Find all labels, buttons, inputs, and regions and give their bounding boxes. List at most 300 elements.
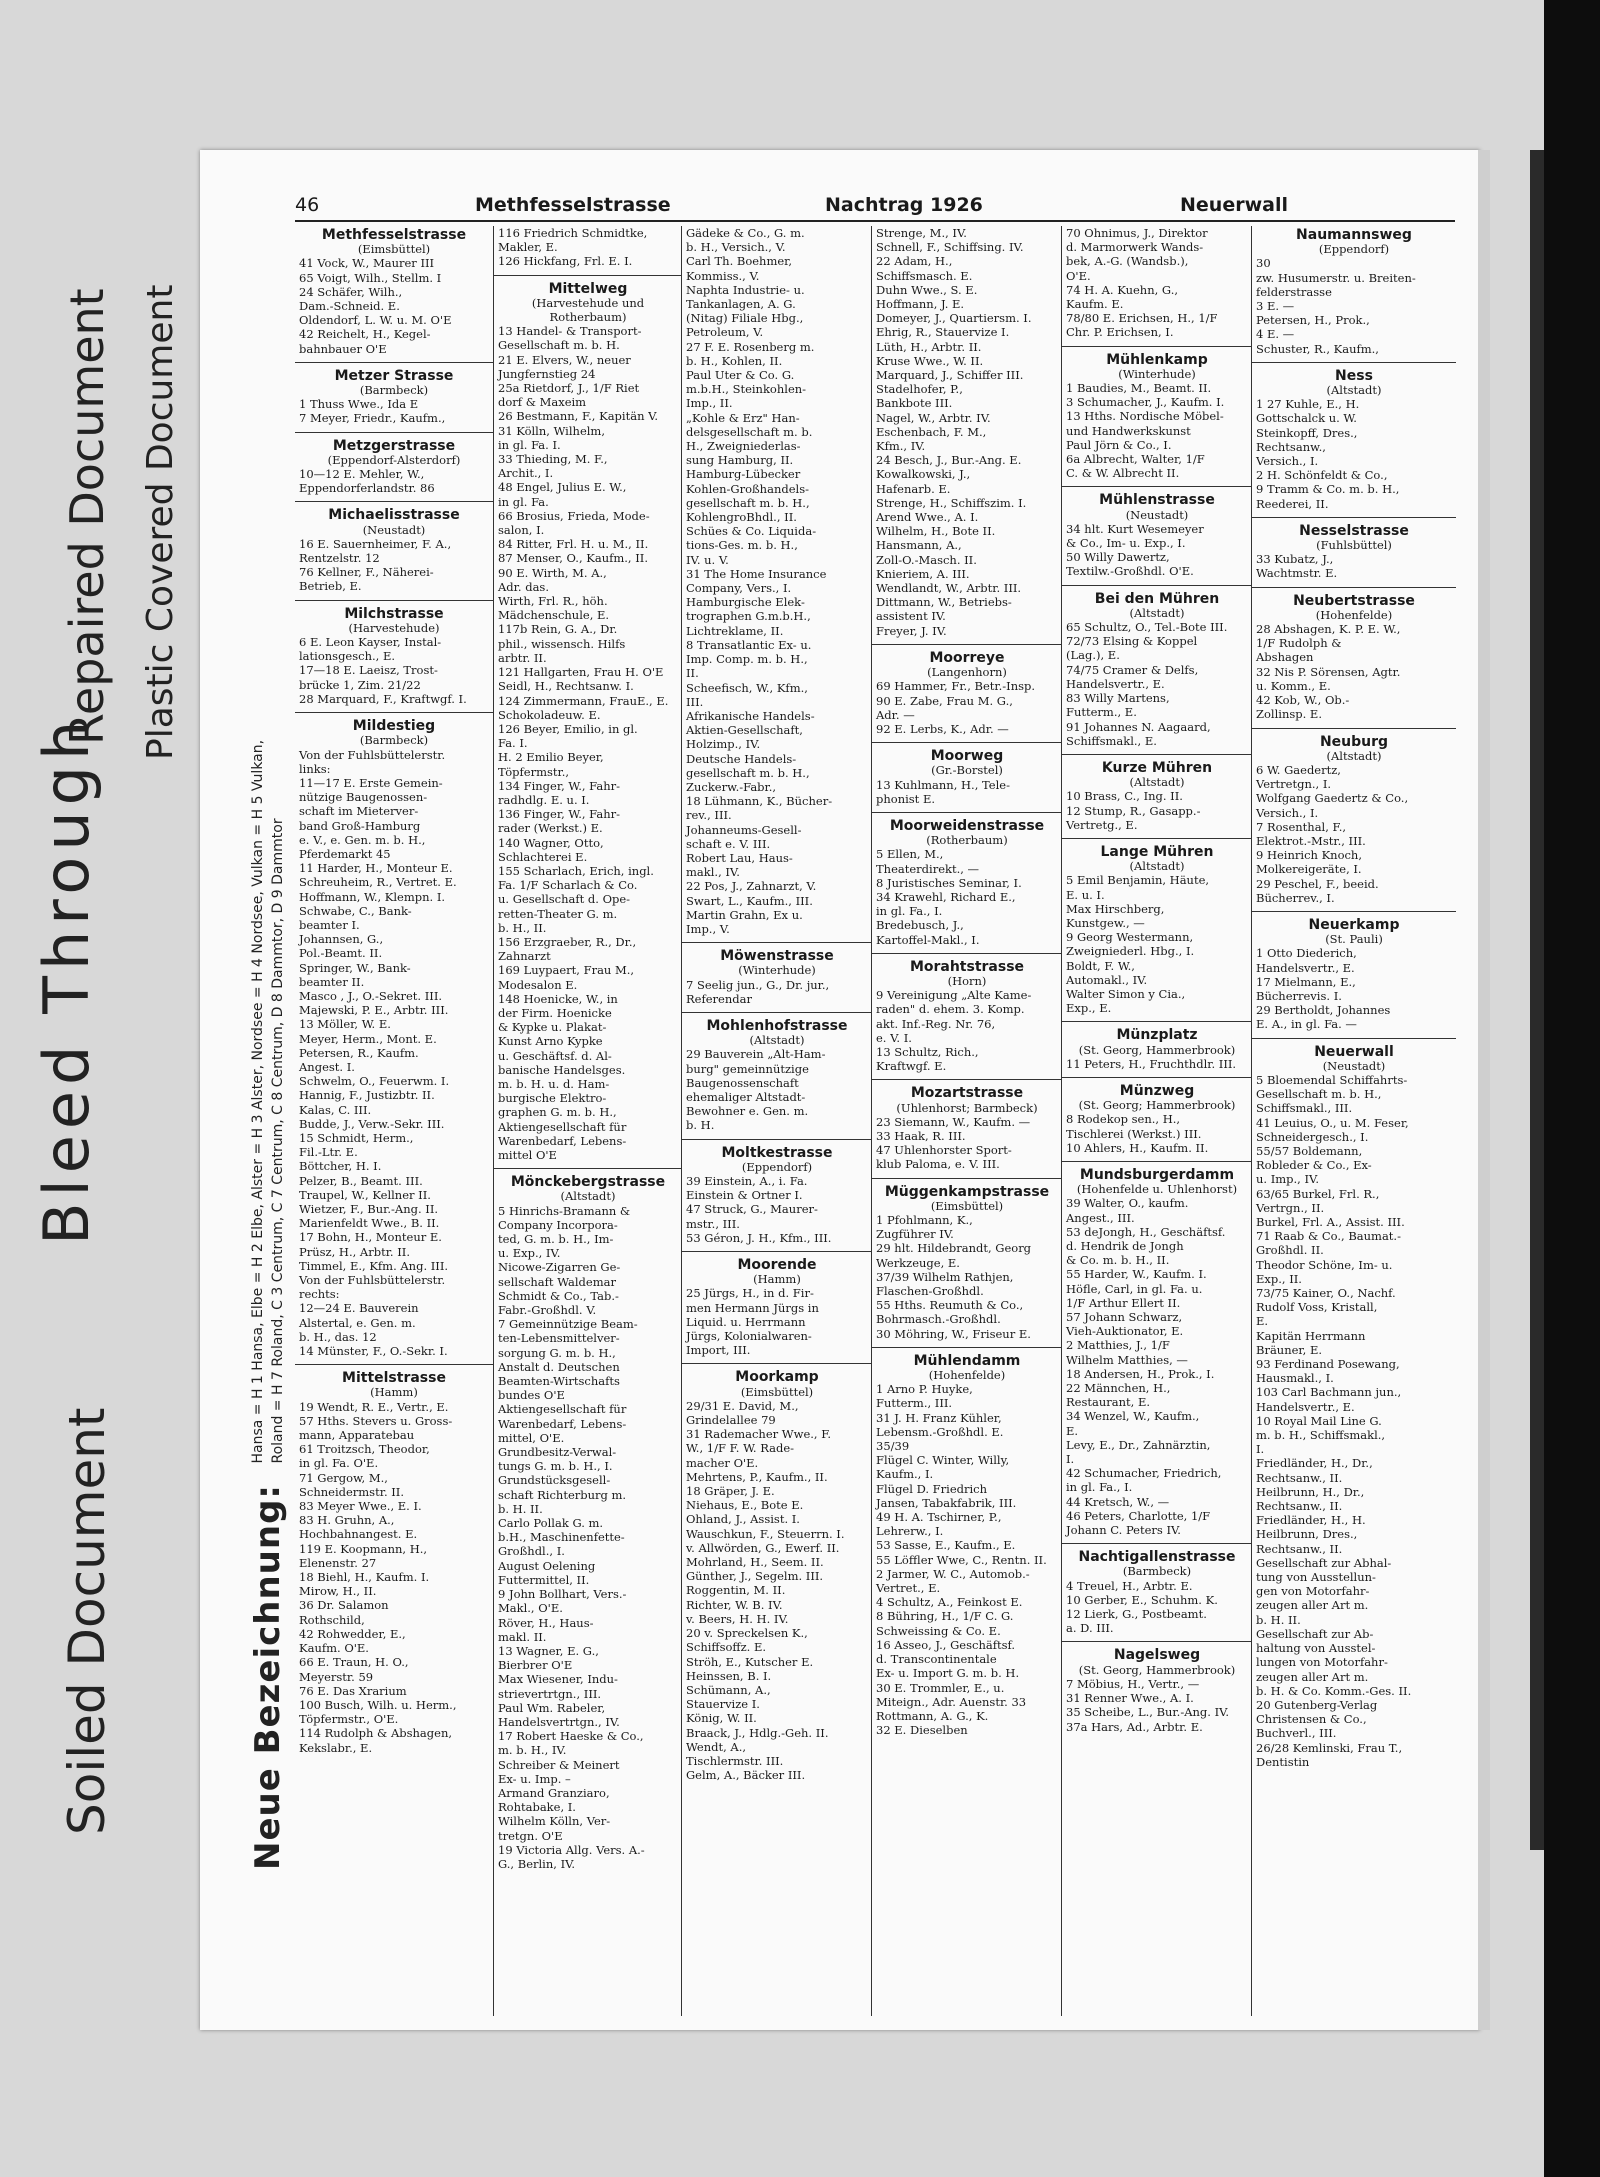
directory-entry: Elektrot.-Mstr., III. (1256, 833, 1366, 848)
directory-entry: 34 Krawehl, Richard E., (876, 889, 1016, 904)
directory-entry: 18 Lühmann, K., Bücher- (686, 794, 833, 809)
district-label: (Altstadt) (1129, 775, 1185, 790)
directory-entry: Pol.-Beamt. II. (299, 946, 383, 961)
directory-entry: 73/75 Kainer, O., Nachf. (1256, 1286, 1396, 1301)
directory-entry: zw. Husumerstr. u. Breiten- (1256, 270, 1416, 285)
directory-entry: zeugen aller Art m. (1256, 1598, 1369, 1613)
directory-entry: 136 Finger, W., Fahr- (498, 807, 621, 822)
directory-entry: Company Incorpora- (498, 1217, 618, 1232)
directory-entry: Wietzer, F., Bur.-Ang. II. (299, 1202, 439, 1216)
directory-entry: Böttcher, H. I. (299, 1159, 382, 1174)
directory-entry: 14 Münster, F., O.-Sekr. I. (299, 1344, 448, 1359)
directory-entry: Kommiss., V. (686, 268, 760, 283)
directory-entry: Makler, E. (498, 240, 558, 255)
directory-entry: Christensen & Co., (1256, 1712, 1367, 1727)
directory-entry: 9 Georg Westermann, (1066, 930, 1194, 945)
directory-entry: W., 1/F F. W. Rade- (686, 1441, 795, 1456)
directory-entry: bek, A.-G. (Wandsb.), (1066, 254, 1189, 269)
directory-entry: 74 H. A. Kuehn, G., (1066, 282, 1179, 297)
directory-entry: Wilhelm Kölln, Ver- (498, 1814, 611, 1829)
directory-entry: 57 Hths. Stevers u. Gross- (299, 1413, 453, 1428)
directory-entry: 121 Hallgarten, Frau H. O'E (498, 665, 664, 680)
street-heading: Mildestieg (295, 712, 493, 733)
directory-entry: Schwabe, C., Bank- (299, 903, 412, 918)
directory-entry: 100 Busch, Wilh. u. Herm., (299, 1697, 457, 1712)
directory-entry: Warenbedarf, Lebens- (498, 1416, 627, 1431)
directory-entry: 35/39 (876, 1439, 910, 1454)
directory-entry: 20 v. Spreckelsen K., (686, 1626, 808, 1641)
directory-entry: macher O'E. (686, 1455, 759, 1470)
directory-entry: 21 E. Elvers, W., neuer (498, 352, 631, 367)
directory-entry: Jürgs, Kolonialwaren- (686, 1329, 812, 1344)
directory-entry: 65 Schultz, O., Tel.-Bote III. (1066, 620, 1228, 635)
directory-entry: Höfle, Carl, in gl. Fa. u. (1066, 1281, 1203, 1296)
directory-entry: Schiffsoffz. E. (686, 1640, 766, 1655)
directory-entry: Bewohner e. Gen. m. (686, 1104, 809, 1119)
directory-entry: brücke 1, Zim. 21/22 (299, 677, 421, 692)
directory-entry: Baugenossenschaft (686, 1075, 799, 1090)
district-label: (Harvestehude) (348, 620, 440, 635)
directory-entry: Heilbrunn, H., Dr., (1256, 1484, 1365, 1499)
directory-entry: v. Allwörden, G., Ewerf. II. (686, 1540, 840, 1555)
directory-entry: tretgn. O'E (498, 1828, 563, 1843)
directory-entry: rev., III. (686, 808, 732, 823)
directory-entry: Kaufm. O'E. (299, 1641, 369, 1656)
directory-entry: 8 Rodekop sen., H., (1066, 1112, 1181, 1127)
directory-entry: 1 Otto Diederich, (1256, 946, 1357, 961)
directory-entry: graphen G. m. b. H., (498, 1105, 617, 1120)
directory-entry: e. V. I. (876, 1030, 912, 1045)
directory-entry: sorgung G. m. b. H., (498, 1345, 616, 1360)
directory-entry: beamter II. (299, 974, 365, 989)
directory-entry: Mehrtens, P., Kaufm., II. (686, 1469, 828, 1484)
directory-entry: 10—12 E. Mehler, W., (299, 467, 425, 482)
directory-entry: burgische Elektro- (498, 1091, 607, 1106)
street-heading: Neuerwall (1252, 1038, 1456, 1059)
directory-entry: 46 Peters, Charlotte, 1/F (1066, 1508, 1211, 1523)
directory-entry: Lichtreklame, II. (686, 623, 784, 638)
directory-entry: 55/57 Boldemann, (1256, 1143, 1363, 1158)
directory-entry: Burkel, Frl. A., Assist. III. (1256, 1215, 1405, 1229)
directory-entry: Zweigniederl. Hbg., I. (1066, 944, 1195, 959)
directory-entry: Zahnarzt (498, 949, 551, 964)
directory-entry: Heilbrunn, Dres., (1256, 1527, 1358, 1542)
directory-entry: Kunstgew., — (1066, 915, 1145, 930)
street-heading: Möwenstrasse (682, 942, 872, 963)
district-label: (Altstadt) (1326, 383, 1382, 398)
street-heading: Naumannsweg (1296, 227, 1412, 243)
directory-entry: Deutsche Handels- (686, 751, 797, 766)
directory-entry: Armand Granziaro, (498, 1785, 610, 1800)
directory-entry: d. Marmorwerk Wands- (1066, 240, 1204, 255)
directory-entry: Buchverl., III. (1256, 1726, 1337, 1741)
directory-entry: 69 Hammer, Fr., Betr.-Insp. (876, 679, 1036, 694)
directory-entry: 116 Friedrich Schmidtke, (498, 226, 648, 240)
directory-entry: radhdlg. E. u. I. (498, 792, 590, 807)
directory-entry: 2 Matthies, J., 1/F (1066, 1338, 1170, 1353)
directory-entry: I. (1066, 1452, 1075, 1467)
district-label: (Horn) (947, 973, 987, 988)
directory-entry: „Kohle & Erz" Han- (686, 410, 800, 425)
district-label: (Eppendorf) (741, 1159, 813, 1174)
directory-entry: 24 Besch, J., Bur.-Ang. E. (876, 453, 1022, 468)
directory-entry: phil., wissensch. Hilfs (498, 636, 626, 651)
directory-entry: Meyerstr. 59 (299, 1669, 374, 1684)
directory-entry: Handelsvertr., E. (1256, 1399, 1355, 1414)
directory-entry: 7 Rosenthal, F., (1256, 819, 1347, 834)
directory-entry: 4 E. — (1256, 327, 1295, 342)
directory-entry: 10 Brass, C., Ing. II. (1066, 789, 1183, 804)
directory-entry: 37a Hars, Ad., Arbtr. E. (1066, 1719, 1203, 1734)
directory-entry: 114 Rudolph & Abshagen, (299, 1726, 453, 1741)
directory-entry: 55 Harder, W., Kaufm. I. (1066, 1267, 1207, 1282)
directory-entry: 9 Vereinigung „Alte Kame- (876, 988, 1032, 1003)
directory-entry: 2 H. Schönfeldt & Co., (1256, 468, 1388, 483)
directory-entry: gesellschaft m. b. H., (686, 765, 810, 780)
directory-entry: II. (686, 666, 699, 681)
directory-entry: Paul Jörn & Co., I. (1066, 437, 1172, 452)
directory-entry: Restaurant, E. (1066, 1395, 1150, 1410)
header-left-title: Methfesselstrasse (475, 194, 671, 216)
directory-entry: felderstrasse (1256, 284, 1332, 299)
directory-entry: Meyer, Herm., Mont. E. (299, 1031, 437, 1046)
directory-entry: Aktiengesellschaft für (498, 1119, 627, 1134)
directory-entry: 13 Kuhlmann, H., Tele- (876, 777, 1010, 792)
street-heading: Münzplatz (1062, 1021, 1252, 1042)
directory-entry: Gesellschaft zur Ab- (1256, 1626, 1374, 1641)
directory-entry: Gädeke & Co., G. m. (686, 226, 805, 240)
directory-entry: Gottschalck u. W. (1256, 411, 1357, 426)
directory-entry: Marienfeldt Wwe., B. II. (299, 1216, 440, 1231)
directory-entry: men Hermann Jürgs in (686, 1300, 819, 1315)
directory-entry: Oldendorf, L. W. u. M. O'E (299, 313, 452, 328)
directory-entry: Hafenarb. E. (876, 481, 951, 496)
directory-entry: Flaschen-Großhdl. (876, 1284, 984, 1299)
directory-entry: Pelzer, B., Beamt. III. (299, 1173, 423, 1188)
directory-entry: 13 Handel- & Transport- (498, 324, 642, 339)
district-label: (Eppendorf-Alsterdorf) (327, 452, 461, 467)
directory-entry: Kfm., IV. (876, 439, 926, 454)
directory-entry: klub Paloma, e. V. III. (876, 1157, 1000, 1172)
street-heading: Methfesselstrasse (321, 227, 467, 243)
directory-entry: Schokoladeuw. E. (498, 707, 601, 722)
directory-entry: 42 Kob, W., Ob.- (1256, 693, 1350, 708)
directory-entry: Kalas, C. III. (299, 1102, 372, 1117)
street-heading: Moorkamp (682, 1363, 872, 1384)
page-header (295, 190, 1455, 222)
directory-entry: Adr. das. (498, 579, 549, 594)
directory-entry: gesellschaft m. b. H., (686, 495, 810, 510)
directory-entry: Mädchenschule, E. (498, 608, 610, 623)
directory-entry: 10 Ahlers, H., Kaufm. II. (1066, 1140, 1209, 1155)
directory-entry: 53 Géron, J. H., Kfm., III. (686, 1230, 832, 1245)
directory-entry: H., Zweigniederlas- (686, 439, 801, 454)
district-label: (Neustadt) (1322, 1058, 1386, 1073)
directory-entry: (Lag.), E. (1066, 648, 1120, 663)
directory-entry: Aktiengesellschaft für (498, 1402, 627, 1417)
directory-entry: mittel, O'E. (498, 1430, 565, 1445)
directory-entry: Rechtsanw., II. (1256, 1470, 1343, 1485)
directory-entry: Ströh, E., Kutscher E. (686, 1654, 814, 1669)
directory-entry: Kowalkowski, J., (876, 467, 971, 482)
directory-entry: Röver, H., Haus- (498, 1615, 594, 1630)
district-label: (Rotherbaum) (926, 833, 1008, 848)
directory-entry: e. V., e. Gen. m. b. H., (299, 832, 426, 847)
directory-entry: 76 E. Das Xrarium (299, 1683, 407, 1698)
directory-entry: 42 Rohwedder, E., (299, 1626, 406, 1641)
directory-entry: Carl Th. Boehmer, (686, 254, 793, 269)
directory-entry: Kruse Wwe., W. II. (876, 353, 984, 368)
directory-entry: 156 Erzgraeber, R., Dr., (498, 934, 637, 949)
directory-entry: 31 Renner Wwe., A. I. (1066, 1691, 1194, 1706)
street-heading: Mozartstrasse (872, 1079, 1062, 1100)
directory-entry: Stauervize I. (686, 1697, 760, 1712)
directory-entry: Molkereigeräte, I. (1256, 862, 1362, 877)
directory-entry: Theaterdirekt., — (876, 861, 980, 876)
directory-entry: m. b. H., IV. (498, 1743, 567, 1758)
directory-entry: Swart, L., Kaufm., III. (686, 893, 813, 908)
directory-entry: m.b.H., Steinkohlen- (686, 382, 807, 397)
street-heading: Mittelstrasse (295, 1364, 493, 1385)
district-label: (St. Georg, Hammerbrook) (1078, 1042, 1236, 1057)
directory-entry: Braack, J., Hdlg.-Geh. II. (686, 1725, 829, 1740)
street-heading: Lange Mühren (1062, 838, 1252, 859)
directory-entry: haltung von Ausstel- (1256, 1641, 1376, 1656)
directory-entry: Schuster, R., Kaufm., (1256, 341, 1379, 356)
stamp-soiled-document: Soiled Document (58, 1407, 116, 1835)
district-label: (Barmbeck) (1122, 1564, 1192, 1579)
directory-entry: Vertretg., E. (1066, 817, 1138, 832)
directory-entry: ted, G. m. b. H., Im- (498, 1232, 614, 1247)
directory-entry: Wilhelm Matthies, — (1066, 1352, 1188, 1367)
directory-entry: Friedländer, H., Dr., (1256, 1456, 1373, 1471)
street-heading: Mohlenhofstrasse (682, 1012, 872, 1033)
directory-entry: 1 27 Kuhle, E., H. (1256, 397, 1360, 412)
directory-entry: Großhdl., I. (498, 1544, 565, 1559)
directory-entry: Majewski, P. E., Arbtr. III. (299, 1003, 449, 1018)
street-heading: Nagelsweg (1062, 1641, 1252, 1662)
directory-entry: Ex- u. Import G. m. b. H. (876, 1666, 1020, 1681)
directory-entry: und Handwerkskunst (1066, 423, 1191, 438)
directory-entry: phonist E. (876, 791, 936, 806)
street-heading: Moltkestrasse (682, 1139, 872, 1160)
directory-entry: b. H., Versich., V. (686, 240, 786, 255)
directory-entry: 6 W. Gaedertz, (1256, 762, 1341, 777)
district-label: (Hohenfelde) (928, 1368, 1006, 1383)
directory-entry: sung Hamburg, II. (686, 453, 794, 468)
directory-entry: 126 Beyer, Emilio, in gl. (498, 721, 638, 736)
directory-entry: Kaufm., I. (876, 1467, 934, 1482)
district-label: (Hohenfelde) (1315, 607, 1393, 622)
directory-entry: 31 J. H. Franz Kühler, (876, 1410, 1002, 1425)
directory-entry: Warenbedarf, Lebens- (498, 1133, 627, 1148)
directory-entry: KohlengroBhdl., II. (686, 510, 797, 525)
directory-entry: Rottmann, A. G., K. (876, 1708, 989, 1723)
directory-entry: 33 Thieding, M. F., (498, 452, 608, 467)
directory-entry: 30 (1256, 256, 1271, 271)
directory-entry: Knieriem, A. III. (876, 566, 970, 581)
directory-entry: 11 Harder, H., Monteur E. (299, 861, 453, 876)
directory-entry: 18 Andersen, H., Prok., I. (1066, 1366, 1215, 1381)
directory-entry: Tischlermstr. III. (686, 1753, 784, 1768)
directory-entry: 37/39 Wilhelm Rathjen, (876, 1269, 1014, 1284)
directory-entry: Schiffsmasch. E. (876, 268, 973, 283)
directory-entry: zeugen aller Art m. (1256, 1669, 1369, 1684)
directory-entry: 92 E. Lerbs, K., Adr. — (876, 721, 1009, 736)
directory-entry: b. H., das. 12 (299, 1329, 377, 1344)
directory-entry: 29/31 E. David, M., (686, 1398, 799, 1413)
directory-entry: in gl. Fa., I. (1066, 1480, 1133, 1495)
directory-column-2 (493, 226, 682, 2016)
district-label: (Uhlenhorst; Barmbeck) (896, 1100, 1038, 1115)
directory-entry: 16 E. Sauernheimer, F. A., (299, 536, 452, 551)
directory-entry: u. Gesellschaft d. Ope- (498, 892, 631, 907)
street-heading: Mönckebergstrasse (494, 1168, 682, 1189)
district-label: (St. Pauli) (1325, 932, 1383, 947)
directory-entry: 1 Thuss Wwe., Ida E (299, 397, 419, 412)
directory-entry: Vertretgn., I. (1256, 777, 1332, 792)
directory-entry: Schweissing & Co. E. (876, 1623, 1001, 1638)
directory-entry: Masco , J., O.-Sekret. III. (299, 988, 443, 1003)
directory-entry: 169 Luypaert, Frau M., (498, 963, 635, 978)
directory-entry: Gesellschaft m. b. H. (498, 338, 620, 353)
directory-entry: 103 Carl Bachmann jun., (1256, 1385, 1402, 1400)
directory-entry: Adr. — (876, 707, 915, 722)
street-heading: Moorende (682, 1251, 872, 1272)
street-heading: Neuerkamp (1252, 911, 1456, 932)
directory-entry: 117b Rein, G. A., Dr. (498, 622, 618, 637)
directory-entry: 72/73 Elsing & Koppel (1066, 634, 1198, 649)
directory-entry: 8 Bühring, H., 1/F C. G. (876, 1609, 1014, 1624)
directory-entry: akt. Inf.-Reg. Nr. 76, (876, 1016, 996, 1031)
directory-entry: 57 Johann Schwarz, (1066, 1310, 1183, 1325)
directory-entry: Rothschild, (299, 1612, 365, 1627)
stamp-plastic-covered-document: Plastic Covered Document (140, 284, 181, 760)
district-label: (Hohenfelde u. Uhlenhorst) (1076, 1182, 1238, 1197)
directory-entry: Elenenstr. 27 (299, 1555, 377, 1570)
legend-title: Neue Bezeichnung: (248, 1483, 288, 1870)
directory-entry: Grundbesitz-Verwal- (498, 1445, 617, 1460)
directory-entry: Abshagen (1256, 650, 1314, 665)
directory-entry: Flügel D. Friedrich (876, 1481, 988, 1496)
page-edge (1478, 150, 1490, 2030)
directory-entry: 148 Hoenicke, W., in (498, 991, 618, 1006)
directory-entry: 20 Gutenberg-Verlag (1256, 1697, 1378, 1712)
directory-entry: 26/28 Kemlinski, Frau T., (1256, 1740, 1403, 1755)
directory-entry: Angest. I. (299, 1059, 355, 1074)
district-label: (St. Georg, Hammerbrook) (1078, 1662, 1236, 1677)
directory-entry: Wachtmstr. E. (1256, 566, 1338, 581)
directory-entry: Exp., E. (1066, 1001, 1112, 1016)
directory-entry: 83 Meyer Wwe., E. I. (299, 1499, 422, 1514)
directory-entry: m. b. H. u. d. Ham- (498, 1076, 610, 1091)
header-center-title: Nachtrag 1926 (825, 194, 983, 216)
directory-entry: 35 Scheibe, L., Bur.-Ang. IV. (1066, 1705, 1230, 1720)
directory-entry: Afrikanische Handels- (686, 708, 815, 723)
directory-entry: 10 Royal Mail Line G. (1256, 1413, 1382, 1428)
directory-entry: 29 Bertholdt, Johannes (1256, 1003, 1391, 1018)
directory-entry: 17 Mielmann, E., (1256, 974, 1356, 989)
directory-entry: 34 Wenzel, W., Kaufm., (1066, 1409, 1200, 1424)
street-heading: Ness (1252, 362, 1456, 383)
directory-entry: m. b. H., Schiffsmakl., (1256, 1428, 1386, 1443)
directory-entry: Aktien-Gesellschaft, (686, 723, 803, 738)
directory-entry: Hoffmann, J. E. (876, 297, 965, 312)
directory-entry: Liquid. u. Herrmann (686, 1314, 806, 1329)
directory-entry: 84 Ritter, Frl. H. u. M., II. (498, 537, 649, 552)
directory-entry: 32 Nis P. Sörensen, Agtr. (1256, 664, 1401, 679)
district-label: (Eppendorf) (1318, 242, 1390, 257)
directory-entry: Kaufm. E. (1066, 297, 1124, 312)
district-label: (Altstadt) (1129, 605, 1185, 620)
directory-entry: Reederei, II. (1256, 496, 1329, 511)
directory-entry: Schreuheim, R., Vertret. E. (299, 875, 457, 890)
directory-entry: 17 Bohn, H., Monteur E. (299, 1230, 442, 1245)
directory-entry: Lebensm.-Großhdl. E. (876, 1424, 1004, 1439)
district-label: (Eimsbüttel) (357, 242, 431, 257)
directory-entry: Schwelm, O., Feuerwm. I. (299, 1074, 450, 1089)
directory-entry: 23 Siemann, W., Kaufm. — (876, 1114, 1031, 1129)
directory-entry: 5 Ellen, M., (876, 847, 944, 862)
directory-entry: Bücherrev., I. (1256, 890, 1335, 905)
directory-entry: C. & W. Albrecht II. (1066, 466, 1180, 481)
district-label: (St. Georg; Hammerbrook) (1078, 1098, 1236, 1113)
directory-entry: Grundstücksgesell- (498, 1473, 611, 1488)
legend-line-2: Roland = H 7 Roland, C 3 Centrum, C 7 Centrum, C 8 Centrum, D 8 Dammtor, D 9 Dammtor (270, 818, 286, 1464)
directory-entry: 8 Juristisches Seminar, I. (876, 875, 1022, 890)
directory-entry: Johann C. Peters IV. (1066, 1523, 1181, 1538)
district-label: (Fuhlsbüttel) (1316, 538, 1392, 553)
directory-entry: u. Geschäftsf. d. Al- (498, 1048, 612, 1063)
directory-entry: Johannsen, G., (299, 932, 384, 947)
directory-entry: Zugführer IV. (876, 1227, 954, 1242)
directory-entry: gen von Motorfahr- (1256, 1584, 1370, 1599)
directory-entry: Niehaus, E., Bote E. (686, 1498, 804, 1513)
directory-entry: Hamburg-Lübecker (686, 467, 801, 482)
directory-entry: rader (Werkst.) E. (498, 821, 603, 836)
directory-entry: 87 Menser, O., Kaufm., II. (498, 551, 648, 566)
directory-entry: Rudolf Voss, Kristall, (1256, 1300, 1378, 1315)
directory-entry: Bücherrevis. I. (1256, 988, 1342, 1003)
directory-entry: 25 Jürgs, H., in d. Fir- (686, 1286, 814, 1301)
directory-entry: Handelsvertr., E. (1066, 676, 1165, 691)
directory-column-6 (1251, 226, 1456, 2016)
district-label: (Gr.-Borstel) (931, 763, 1003, 778)
directory-entry: Grindelallee 79 (686, 1413, 776, 1428)
directory-entry: Kapitän Herrmann (1256, 1328, 1366, 1343)
directory-entry: Scheefisch, W., Kfm., (686, 680, 808, 695)
directory-entry: salon, I. (498, 523, 545, 538)
directory-entry: Budde, J., Verw.-Sekr. III. (299, 1116, 445, 1131)
directory-entry: 7 Meyer, Friedr., Kaufm., (299, 411, 446, 426)
directory-entry: burg" gemeinnützige (686, 1061, 809, 1076)
directory-entry: 6a Albrecht, Walter, 1/F (1066, 452, 1205, 467)
directory-entry: Bredebusch, J., (876, 918, 964, 933)
directory-entry: nützige Baugenossen- (299, 790, 428, 805)
directory-entry: Wauschkun, F., Steuerrn. I. (686, 1526, 845, 1541)
directory-entry: Gesellschaft zur Abhal- (1256, 1555, 1392, 1570)
page-number: 46 (295, 194, 320, 216)
directory-entry: Handelsvertr., E. (1256, 960, 1355, 975)
directory-entry: 13 Hths. Nordische Möbel- (1066, 409, 1224, 424)
directory-entry: 15 Schmidt, Herm., (299, 1130, 414, 1145)
directory-column-3 (681, 226, 872, 2016)
directory-entry: 91 Johannes N. Aagaard, (1066, 719, 1211, 734)
directory-entry: König, W. II. (686, 1711, 757, 1726)
directory-entry: Wendlandt, W., Arbtr. III. (876, 581, 1022, 596)
stamp-bleed-through: Bleed Through (30, 714, 103, 1245)
scanner-edge-bar (1544, 0, 1600, 2177)
